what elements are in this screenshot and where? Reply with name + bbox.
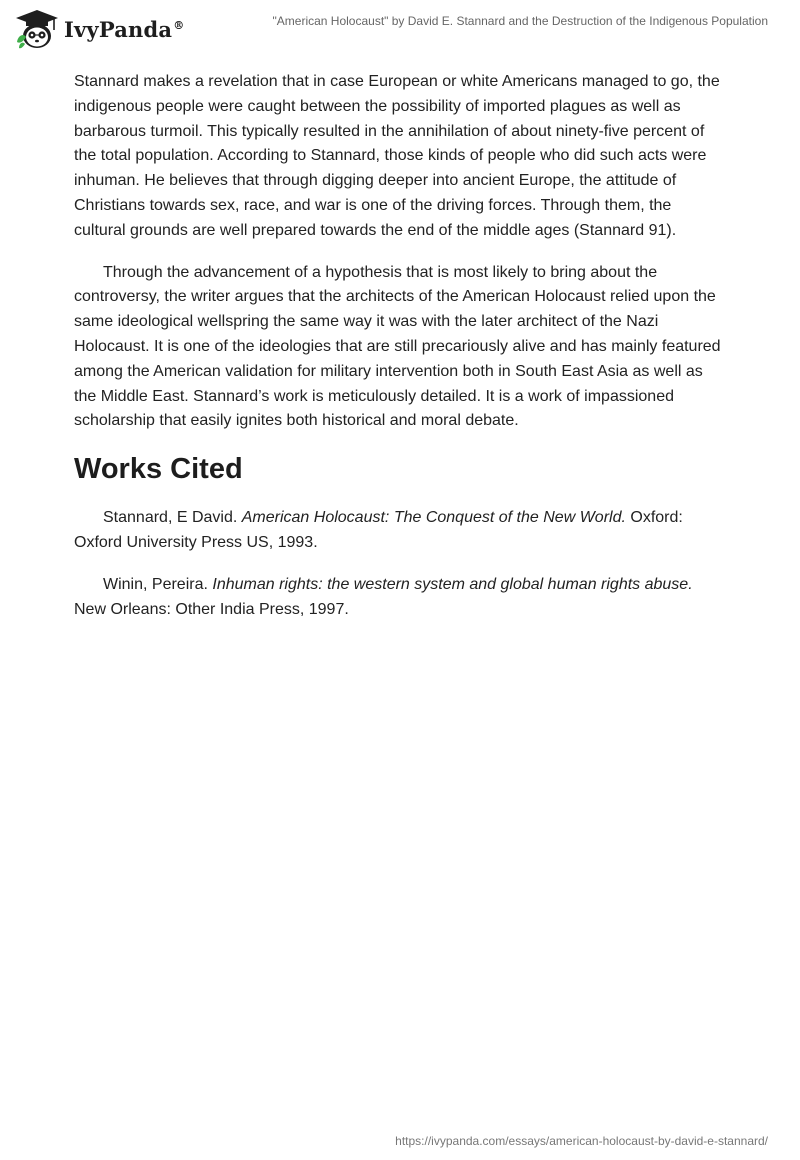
panda-graduate-icon [14, 8, 60, 50]
citation-author: Winin, Pereira. [103, 575, 213, 593]
citation-publisher: Oxford: Oxford University Press US, 1993. [74, 509, 683, 551]
body-paragraph: Through the advancement of a hypothesis that is most likely to bring about the controversy, the writer argues that the architects of the American Holocaust relied upon the same ideological wellspring the same way it was with the later architect of the Nazi Holocaust. It is one of the ideologies that are still precariously alive and has mainly featured among the American validation for military intervention both in South East Asia as well as the Middle East. Stannard’s work is meticulously detailed. It is a work of impassioned scholarship that easily ignites both historical and moral debate. [74, 263, 721, 430]
page-header [0, 0, 800, 60]
registered-mark: ® [173, 18, 185, 32]
body-paragraph: Stannard makes a revelation that in case European or white Americans managed to go, the indigenous people were caught between the possibility of imported plagues as well as barbarous turmoil. This typically resulted in the annihilation of about ninety-five percent of the total population. According to Stannard, those kinds of people who did such acts were inhuman. He believes that through digging deeper into ancient Europe, the attitude of Christians towards sex, race, and war is one of the driving forces. Through them, the cultural grounds are well prepared towards the end of the middle ages (Stannard 91). [74, 73, 720, 239]
citation-title: Inhuman rights: the western system and global human rights abuse. [212, 575, 693, 593]
source-url-link[interactable]: https://ivypanda.com/essays/american-holocaust-by-david-e-stannard/ [395, 1134, 768, 1148]
citation-author: Stannard, E David. [103, 509, 242, 527]
ivypanda-logo[interactable] [14, 8, 184, 50]
document-body [74, 70, 726, 639]
brand-name: IvyPanda® [64, 16, 185, 42]
works-cited-heading: Works Cited [74, 453, 243, 486]
citation-entry [74, 573, 726, 623]
citation-title: American Holocaust: The Conquest of the New World. [241, 509, 626, 527]
document-title: "American Holocaust" by David E. Stannard and the Destruction of the Indigenous Population [272, 14, 768, 28]
citation-entry [74, 506, 726, 556]
citation-publisher: New Orleans: Other India Press, 1997. [74, 600, 349, 618]
